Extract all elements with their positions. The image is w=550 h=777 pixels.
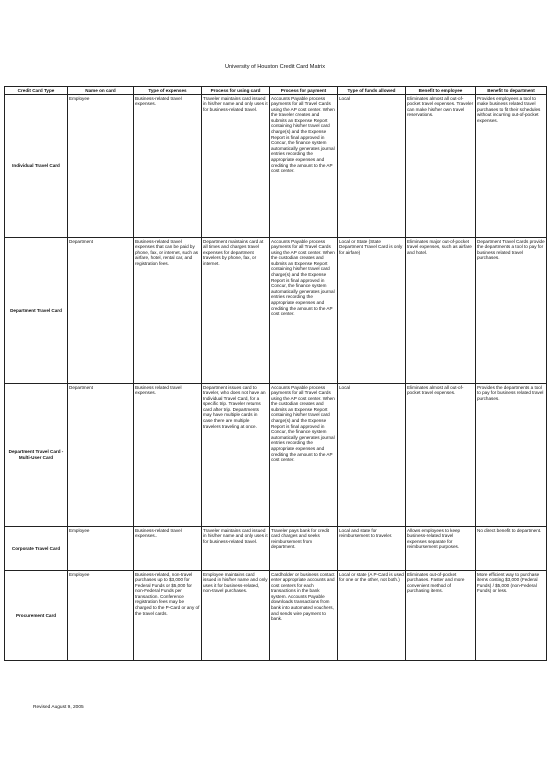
benefit-employee-cell: Eliminates almost all out-of-pocket travel expenses. Traveler can make his/her own travel reservations.	[406, 95, 476, 238]
benefit-department-cell: More efficient way to purchase items costing $3,000 (Federal Funds) / $5,000 (non-Federal Funds) or less.	[476, 571, 547, 661]
header-benefit-employee: Benefit to employee	[406, 87, 476, 95]
table-row	[5, 571, 547, 661]
table-row	[5, 527, 547, 571]
card-type-cell: Procurement Card	[5, 571, 68, 661]
table-row	[5, 384, 547, 527]
process-payment-cell: Accounts Payable process payments for all Travel Cards using the AP cost center. When the traveler creates and submits an Expense Report containing his/her travel card charge(s) and the Expense Report is final approved in Concur, the finance system automatically generates journal entries recording the appropriate expenses and crediting the amount to the AP cost center.	[270, 95, 338, 238]
name-on-card-cell: Employee	[68, 571, 134, 661]
expenses-cell: Business-related travel expenses..	[134, 527, 202, 571]
header-row	[5, 87, 547, 95]
table-row	[5, 238, 547, 384]
revision-date: Revised August 9, 2005	[33, 705, 84, 710]
benefit-department-cell: Provides employees a tool to make business related travel purchases to fit their schedules without incurring out-of-pocket expenses.	[476, 95, 547, 238]
benefit-employee-cell: Eliminates almost all out-of-pocket travel expenses.	[406, 384, 476, 527]
header-benefit-department: Benefit to department	[476, 87, 547, 95]
expenses-cell: Business related travel expenses.	[134, 384, 202, 527]
process-use-cell: Department issues card to traveler, who does not have an Individual Travel Card, for a specific trip. Traveler returns card after trip. Departments may have multiple cards in case there are multiple travelers traveling at once.	[202, 384, 270, 527]
header-type-of-expenses: Type of expenses	[134, 87, 202, 95]
table-row	[5, 95, 547, 238]
process-use-cell: Department maintains card at all times and charges travel expenses for department travelers by phone, fax, or internet.	[202, 238, 270, 384]
page-title: University of Houston Credit Card Matrix	[224, 64, 326, 70]
header-card-type: Credit Card Type	[5, 87, 68, 95]
benefit-department-cell: No direct benefit to department.	[476, 527, 547, 571]
card-type-cell: Department Travel Card	[5, 238, 68, 384]
card-type-cell: Corporate Travel Card	[5, 527, 68, 571]
process-payment-cell: Accounts Payable process payments for all Travel Cards using the AP cost center. When the custodian creates and submits an Expense Report containing his/her travel card charge(s) and the Expense Report is final approved in Concur, the finance system automatically generates journal entries recording the appropriate expenses and crediting the amount to the AP cost center.	[270, 384, 338, 527]
header-process-using-card: Process for using card	[202, 87, 270, 95]
expenses-cell: Business-related, non-travel purchases up to $3,000 for Federal Funds or $5,000 for non-Federal Funds per transaction. Conference registration fees may be charged to the P-Card or any of the travel cards.	[134, 571, 202, 661]
name-on-card-cell: Employee	[68, 95, 134, 238]
name-on-card-cell: Department	[68, 384, 134, 527]
name-on-card-cell: Department	[68, 238, 134, 384]
card-type-cell: Department Travel Card - Multi-User Card	[5, 384, 68, 527]
funds-cell: Local	[338, 95, 406, 238]
process-use-cell: Traveler maintains card issued in his/her name and only uses it for business-related travel.	[202, 95, 270, 238]
benefit-department-cell: Provides the departments a tool to pay for business related travel purchases.	[476, 384, 547, 527]
process-payment-cell: Traveler pays bank for credit card charges and seeks reimbursement from department.	[270, 527, 338, 571]
benefit-employee-cell: Allows employees to keep business-related travel expenses separate for reimbursement purposes.	[406, 527, 476, 571]
process-use-cell: Traveler maintains card issued in his/her name and only uses it for business-related travel.	[202, 527, 270, 571]
name-on-card-cell: Employee	[68, 527, 134, 571]
funds-cell: Local	[338, 384, 406, 527]
header-name-on-card: Name on card	[68, 87, 134, 95]
card-type-cell: Individual Travel Card	[5, 95, 68, 238]
funds-cell: Local and state for reimbursement to traveler.	[338, 527, 406, 571]
expenses-cell: Business-related travel expenses.	[134, 95, 202, 238]
benefit-employee-cell: Eliminates out-of-pocket purchases. Faster and more convenient method of purchasing items.	[406, 571, 476, 661]
benefit-department-cell: Department Travel Cards provide the departments a tool to pay for business related travel purchases.	[476, 238, 547, 384]
process-use-cell: Employee maintains card issued in his/her name and only uses it for business-related, non-travel purchases.	[202, 571, 270, 661]
process-payment-cell: Cardholder or business contact enter appropriate accounts and cost centers for each transactions in the bank system. Accounts Payable downloads transactions from bank into automated vouchers, and sends wire payment to bank.	[270, 571, 338, 661]
header-process-payment: Process for payment	[270, 87, 338, 95]
process-payment-cell: Accounts Payable process payments for all Travel Cards using the AP cost center. When the custodian creates and submits an Expense Report containing his/her travel card charge(s) and the Expense Report is final approved in Concur, the finance system automatically generates journal entries recording the appropriate expenses and crediting the amount to the AP cost center.	[270, 238, 338, 384]
credit-card-matrix-table	[4, 86, 547, 661]
expenses-cell: Business-related travel expenses that can be paid by phone, fax, or internet, such as airfare, hotel, rental car, and registration fees.	[134, 238, 202, 384]
funds-cell: Local or state (A P-Card is used for one or the other, not both.)	[338, 571, 406, 661]
benefit-employee-cell: Eliminates major out-of-pocket travel expenses, such as airfare and hotel.	[406, 238, 476, 384]
funds-cell: Local or State (State Department Travel Card is only for airfare)	[338, 238, 406, 384]
header-type-of-funds: Type of funds allowed	[338, 87, 406, 95]
